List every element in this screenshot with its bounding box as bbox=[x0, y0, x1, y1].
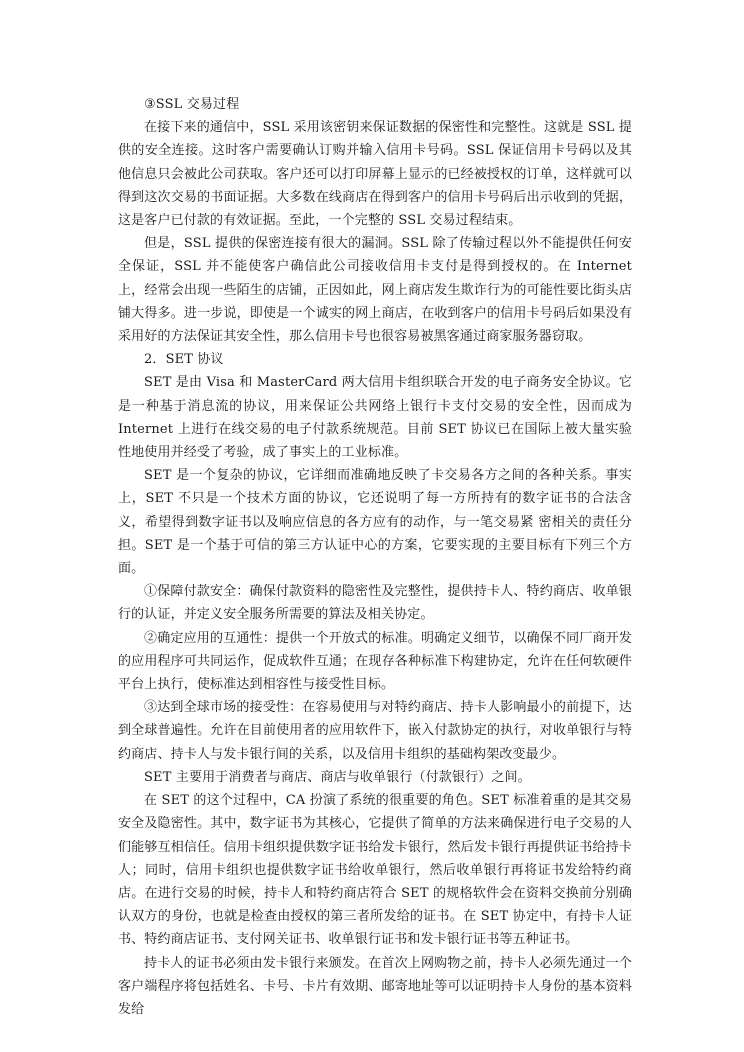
paragraph-goal-market-acceptance: ③达到全球市场的接受性：在容易使用与对特约商店、持卡人影响最小的前提下，达到全球普遍性。允许在目前使用者的应用软件下，嵌入付款协定的执行，对收单银行与特约商店、持卡人与发卡银行间的关系，以及信用卡组织的基础构架改变最少。 bbox=[118, 700, 632, 762]
paragraph-set-complex: SET 是一个复杂的协议，它详细而准确地反映了卡交易各方之间的各种关系。事实上，SET 不只是一个技术方面的协议，它还说明了每一方所持有的数字证书的合法含义，希望得到数字证书以及响应信息的各方应有的动作，与一笔交易紧 密相关的责任分担。SET 是一个基于可信的第三方认证中心的方案，它要实现的主要目标有下列三个方面。 bbox=[118, 468, 632, 577]
paragraph-cardholder-certificate: 持卡人的证书必须由发卡银行来颁发。在首次上网购物之前，持卡人必须先通过一个客户端程序将包括姓名、卡号、卡片有效期、邮寄地址等可以证明持卡人身份的基本资料发给 bbox=[118, 955, 632, 1017]
section-heading-set-protocol: 2．SET 协议 bbox=[144, 352, 224, 368]
paragraph-ca-role: 在 SET 的这个过程中，CA 扮演了系统的很重要的角色。SET 标准着重的是其交易安全及隐密性。其中，数字证书为其核心，它提供了简单的方法来确保进行电子交易的人们能够互相信任。信用卡组织提供数字证书给发卡银行，然后发卡银行再提供证书给持卡人；同时，信用卡组织也提供数字证书给收单银行，然后收单银行再将证书发给特约商店。在进行交易的时候，持卡人和特约商店符合 SET 的规格软件会在资料交换前分别确认双方的身份，也就是检查由授权的第三者所发给的证书。在 SET 协定中，有持卡人证书、特约商店证书、支付网关证书、收单银行证书和发卡银行证书等五种证书。 bbox=[118, 793, 632, 948]
paragraph-goal-interoperability: ②确定应用的互通性：提供一个开放式的标准。明确定义细节，以确保不同厂商开发的应用程序可共同运作，促成软件互通；在现存各种标准下构建协定，允许在任何软硬件平台上执行，使标准达到相容性与接受性目标。 bbox=[118, 630, 632, 693]
paragraph-ssl-communication: 在接下来的通信中，SSL 采用该密钥来保证数据的保密性和完整性。这就是 SSL 提供的安全连接。这时客户需要确认订购并输入信用卡号码。SSL 保证信用卡号码以及其他信息只会被此公司获取。客户还可以打印屏幕上显示的已经被授权的订单，这样就可以得到这次交易的书面证据。大多数在线商店在得到客户的信用卡号码后出示收到的凭据，这是客户已付款的有效证据。至此，一个完整的 SSL 交易过程结束。 bbox=[118, 120, 632, 229]
paragraph-goal-payment-security: ①保障付款安全：确保付款资料的隐密性及完整性，提供持卡人、特约商店、收单银行的认证，并定义安全服务所需要的算法及相关协定。 bbox=[118, 584, 632, 623]
section-heading-ssl-process: ③SSL 交易过程 bbox=[144, 97, 240, 112]
paragraph-ssl-weakness: 但是，SSL 提供的保密连接有很大的漏洞。SSL 除了传输过程以外不能提供任何安全保证，SSL 并不能使客户确信此公司接收信用卡支付是得到授权的。在 Internet 上，经常会出现一些陌生的店铺，正因如此，网上商店发生欺诈行为的可能性要比街头店铺大得多。进一步说，即使是一个诚实的网上商店，在收到客户的信用卡号码后如果没有采用好的方法保证其安全性，那么信用卡号也很容易被黑客通过商家服务器窃取。 bbox=[118, 236, 632, 345]
document-page bbox=[118, 93, 632, 1021]
paragraph-set-intro: SET 是由 Visa 和 MasterCard 两大信用卡组织联合开发的电子商务安全协议。它是一种基于消息流的协议，用来保证公共网络上银行卡支付交易的安全性，因而成为 Internet 上进行在线交易的电子付款系统规范。目前 SET 协议已在国际上被大量实验性地使用并经受了考验，成了事实上的工业标准。 bbox=[118, 375, 632, 461]
paragraph-set-usage: SET 主要用于消费者与商店、商店与收单银行（付款银行）之间。 bbox=[144, 769, 531, 785]
